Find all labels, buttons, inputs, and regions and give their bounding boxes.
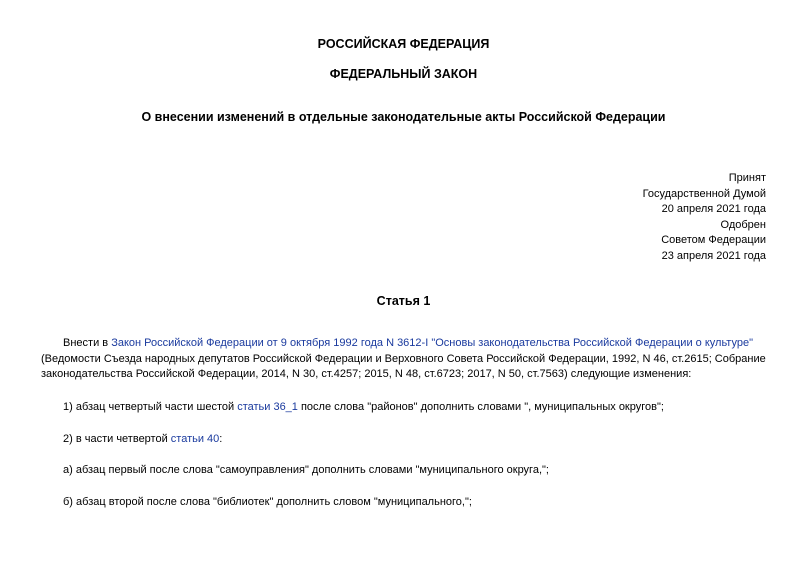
article-40-link[interactable]: статьи 40 <box>170 433 220 445</box>
item-1-suffix: после слова "районов" дополнить словами ", муниципальных округов"; <box>297 401 664 413</box>
article-36-1-link[interactable]: статьи 36_1 <box>237 401 298 413</box>
item-2-prefix: 2) в части четвертой <box>63 433 171 445</box>
adoption-block <box>643 171 766 265</box>
intro-first-line <box>41 336 769 352</box>
item-2-suffix: : <box>219 433 223 445</box>
intro-third-line: законодательства Российской Федерации, 2014, N 30, ст.4257; 2015, N 48, ст.6723; 2017, N 50, ст.7563) следующие изменения: <box>41 368 692 381</box>
item-b-text: б) абзац второй после слова "библиотек" дополнить словом "муниципального,"; <box>63 496 472 508</box>
document-type-heading: ФЕДЕРАЛЬНЫЙ ЗАКОН <box>329 67 478 81</box>
intro-second-line: (Ведомости Съезда народных депутатов Российской Федерации и Верховного Совета Российской Федерации, 1992, N 46, ст.2615; Собрание <box>41 352 766 365</box>
intro-prefix: Внести в <box>63 337 109 349</box>
article-heading: Статья 1 <box>376 294 431 308</box>
item-1-paragraph <box>41 400 791 416</box>
adoption-date: 20 апреля 2021 года <box>661 203 766 216</box>
adoption-line: Принят <box>728 172 766 184</box>
item-1-prefix: 1) абзац четвертый части шестой <box>63 401 238 413</box>
approval-date: 23 апреля 2021 года <box>661 249 766 262</box>
item-2-paragraph <box>41 432 791 448</box>
item-a-text: а) абзац первый после слова "самоуправления" дополнить словами "муниципального округа,"; <box>63 464 549 476</box>
article-intro-paragraph <box>41 336 769 383</box>
approval-line: Одобрен <box>720 218 766 231</box>
item-b-paragraph <box>41 495 791 511</box>
law-link[interactable]: Закон Российской Федерации от 9 октября 1992 года N 3612-I "Основы законодательства Российской Федерации о культуре" <box>111 337 753 349</box>
approval-line: Советом Федерации <box>661 234 766 247</box>
adoption-line: Государственной Думой <box>642 187 766 200</box>
document-title: О внесении изменений в отдельные законодательные акты Российской Федерации <box>141 110 666 124</box>
item-a-paragraph <box>41 463 791 479</box>
country-heading: РОССИЙСКАЯ ФЕДЕРАЦИЯ <box>317 37 490 51</box>
